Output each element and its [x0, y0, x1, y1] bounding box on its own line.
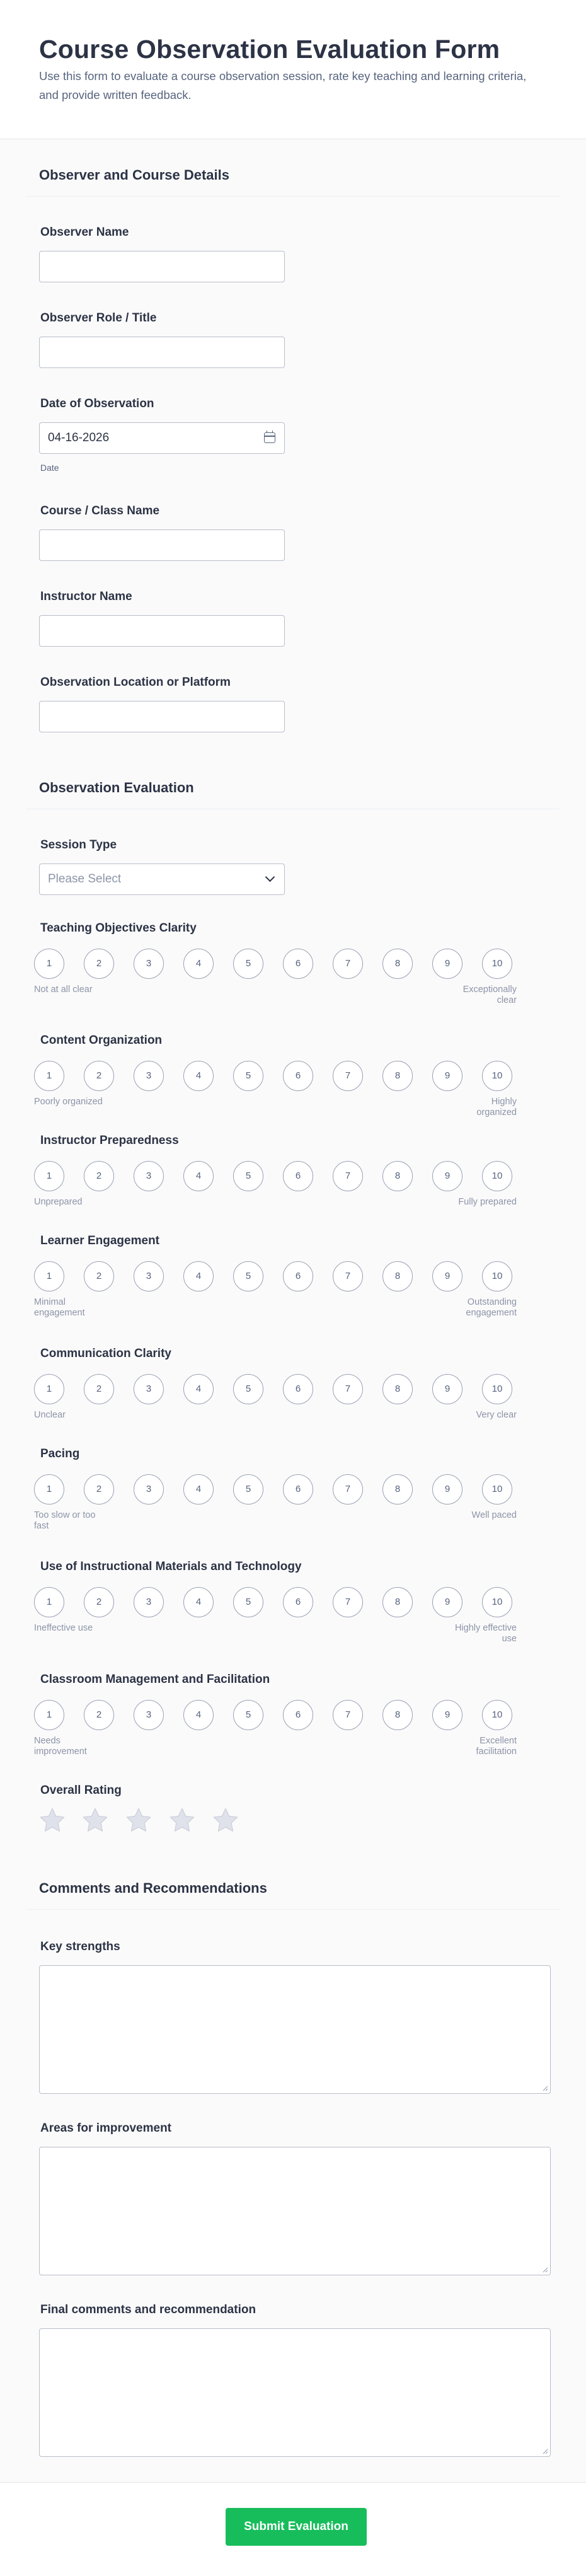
overall-rating-label: Overall Rating: [40, 1784, 122, 1797]
scale-option-6[interactable]: 6: [283, 1700, 313, 1730]
star-icon[interactable]: [168, 1806, 197, 1834]
session-type-label: Session Type: [40, 838, 117, 852]
location-input[interactable]: [39, 701, 285, 732]
scale-high-label: Excellent facilitation: [476, 1736, 517, 1757]
rating-scale-row: [34, 949, 519, 979]
scale-option-4[interactable]: 4: [183, 1261, 214, 1291]
star-icon[interactable]: [211, 1806, 240, 1834]
location-label: Observation Location or Platform: [40, 676, 231, 689]
scale-option-9[interactable]: 9: [432, 949, 462, 979]
scale-option-7[interactable]: 7: [333, 1261, 363, 1291]
date-sublabel: Date: [40, 463, 59, 473]
section-divider: [26, 1909, 560, 1910]
scale-option-9[interactable]: 9: [432, 1374, 462, 1404]
scale-label: Learner Engagement: [40, 1234, 159, 1247]
rating-scale-row: [34, 1587, 519, 1617]
observer-role-input[interactable]: [39, 337, 285, 368]
scale-option-9[interactable]: 9: [432, 1261, 462, 1291]
scale-option-5[interactable]: 5: [233, 1374, 263, 1404]
course-name-label: Course / Class Name: [40, 504, 160, 517]
scale-option-9[interactable]: 9: [432, 1587, 462, 1617]
scale-option-5[interactable]: 5: [233, 1700, 263, 1730]
scale-option-1[interactable]: 1: [34, 1474, 64, 1505]
scale-high-label: Highly organized: [476, 1097, 517, 1118]
scale-option-4[interactable]: 4: [183, 1700, 214, 1730]
scale-option-10[interactable]: 10: [482, 1587, 512, 1617]
scale-option-2[interactable]: 2: [84, 949, 114, 979]
scale-option-5[interactable]: 5: [233, 1587, 263, 1617]
scale-option-3[interactable]: 3: [134, 1061, 164, 1091]
scale-option-5[interactable]: 5: [233, 949, 263, 979]
scale-option-3[interactable]: 3: [134, 1587, 164, 1617]
final-comments-label: Final comments and recommendation: [40, 2303, 256, 2316]
scale-option-1[interactable]: 1: [34, 1061, 64, 1091]
scale-option-2[interactable]: 2: [84, 1261, 114, 1291]
scale-option-2[interactable]: 2: [84, 1061, 114, 1091]
scale-option-8[interactable]: 8: [382, 1161, 413, 1191]
scale-option-7[interactable]: 7: [333, 1587, 363, 1617]
scale-label: Communication Clarity: [40, 1347, 171, 1360]
scale-low-label: Ineffective use: [34, 1623, 93, 1633]
chevron-down-icon: [265, 872, 275, 882]
session-type-placeholder: Please Select: [48, 872, 122, 886]
scale-option-5[interactable]: 5: [233, 1061, 263, 1091]
scale-option-10[interactable]: 10: [482, 1474, 512, 1505]
scale-option-10[interactable]: 10: [482, 1161, 512, 1191]
star-icon[interactable]: [124, 1806, 153, 1834]
scale-option-4[interactable]: 4: [183, 1161, 214, 1191]
rating-scale-row: [34, 1161, 519, 1191]
scale-option-6[interactable]: 6: [283, 1587, 313, 1617]
scale-option-7[interactable]: 7: [333, 1474, 363, 1505]
observer-role-label: Observer Role / Title: [40, 311, 157, 325]
improvement-textarea[interactable]: [39, 2147, 551, 2275]
resize-grip-icon[interactable]: [542, 2448, 548, 2454]
scale-option-9[interactable]: 9: [432, 1474, 462, 1505]
scale-label: Pacing: [40, 1447, 80, 1460]
scale-option-5[interactable]: 5: [233, 1474, 263, 1505]
scale-option-6[interactable]: 6: [283, 1161, 313, 1191]
date-value: 04-16-2026: [48, 431, 110, 444]
scale-option-1[interactable]: 1: [34, 1374, 64, 1404]
scale-option-7[interactable]: 7: [333, 1374, 363, 1404]
instructor-name-label: Instructor Name: [40, 590, 132, 603]
scale-option-7[interactable]: 7: [333, 1161, 363, 1191]
form-subtitle: Use this form to evaluate a course observation session, rate key teaching and learning criteria, and provide written feedback.: [39, 69, 527, 101]
rating-scale-row: [34, 1374, 519, 1404]
scale-option-2[interactable]: 2: [84, 1700, 114, 1730]
calendar-icon[interactable]: [264, 432, 275, 443]
scale-option-7[interactable]: 7: [333, 1061, 363, 1091]
session-type-select[interactable]: [39, 863, 285, 895]
scale-option-3[interactable]: 3: [134, 1161, 164, 1191]
scale-high-label: Exceptionally clear: [462, 985, 517, 1005]
scale-option-2[interactable]: 2: [84, 1161, 114, 1191]
form-header: [0, 0, 586, 139]
scale-option-4[interactable]: 4: [183, 1374, 214, 1404]
scale-option-8[interactable]: 8: [382, 1374, 413, 1404]
scale-low-label: Not at all clear: [34, 985, 93, 995]
submit-button[interactable]: Submit Evaluation: [226, 2508, 367, 2546]
rating-scale-row: [34, 1474, 519, 1505]
scale-option-3[interactable]: 3: [134, 949, 164, 979]
scale-option-3[interactable]: 3: [134, 1474, 164, 1505]
section-heading-details: Observer and Course Details: [39, 167, 230, 183]
section-divider: [26, 196, 560, 197]
scale-option-1[interactable]: 1: [34, 1161, 64, 1191]
scale-label: Classroom Management and Facilitation: [40, 1673, 270, 1686]
rating-scale-row: [34, 1700, 519, 1730]
scale-high-label: Outstanding engagement: [466, 1297, 517, 1318]
scale-option-8[interactable]: 8: [382, 1061, 413, 1091]
strengths-label: Key strengths: [40, 1940, 120, 1953]
scale-option-1[interactable]: 1: [34, 949, 64, 979]
scale-option-6[interactable]: 6: [283, 1061, 313, 1091]
scale-option-1[interactable]: 1: [34, 1700, 64, 1730]
scale-option-8[interactable]: 8: [382, 949, 413, 979]
scale-low-label: Unprepared: [34, 1197, 83, 1207]
resize-grip-icon[interactable]: [542, 2267, 548, 2273]
scale-option-8[interactable]: 8: [382, 1261, 413, 1291]
scale-low-label: Minimal engagement: [34, 1297, 85, 1318]
scale-low-label: Poorly organized: [34, 1097, 103, 1107]
scale-option-6[interactable]: 6: [283, 949, 313, 979]
scale-option-10[interactable]: 10: [482, 1374, 512, 1404]
observer-name-input[interactable]: [39, 251, 285, 282]
scale-low-label: Unclear: [34, 1410, 66, 1420]
section-heading-comments: Comments and Recommendations: [39, 1880, 267, 1896]
resize-grip-icon[interactable]: [542, 2085, 548, 2091]
scale-high-label: Highly effective use: [454, 1623, 517, 1644]
scale-option-7[interactable]: 7: [333, 949, 363, 979]
scale-option-5[interactable]: 5: [233, 1161, 263, 1191]
form-title: Course Observation Evaluation Form: [39, 35, 500, 64]
scale-option-10[interactable]: 10: [482, 1261, 512, 1291]
scale-option-10[interactable]: 10: [482, 1700, 512, 1730]
scale-option-5[interactable]: 5: [233, 1261, 263, 1291]
scale-high-label: Very clear: [476, 1410, 517, 1420]
scale-low-label: Needs improvement: [34, 1736, 87, 1757]
scale-option-1[interactable]: 1: [34, 1261, 64, 1291]
scale-low-label: Too slow or too fast: [34, 1510, 96, 1531]
scale-option-8[interactable]: 8: [382, 1587, 413, 1617]
scale-label: Use of Instructional Materials and Technology: [40, 1560, 302, 1573]
scale-option-9[interactable]: 9: [432, 1161, 462, 1191]
scale-option-3[interactable]: 3: [134, 1261, 164, 1291]
strengths-textarea[interactable]: [39, 1965, 551, 2094]
form-footer: [0, 2482, 586, 2576]
scale-option-1[interactable]: 1: [34, 1587, 64, 1617]
course-name-input[interactable]: [39, 529, 285, 561]
date-label: Date of Observation: [40, 397, 154, 410]
scale-option-3[interactable]: 3: [134, 1374, 164, 1404]
rating-scale-row: [34, 1061, 519, 1091]
scale-option-4[interactable]: 4: [183, 949, 214, 979]
scale-option-9[interactable]: 9: [432, 1061, 462, 1091]
scale-option-4[interactable]: 4: [183, 1474, 214, 1505]
improvement-label: Areas for improvement: [40, 2122, 172, 2135]
scale-high-label: Fully prepared: [458, 1197, 517, 1207]
scale-option-8[interactable]: 8: [382, 1474, 413, 1505]
scale-option-8[interactable]: 8: [382, 1700, 413, 1730]
observer-name-label: Observer Name: [40, 226, 129, 239]
scale-option-10[interactable]: 10: [482, 949, 512, 979]
instructor-name-input[interactable]: [39, 615, 285, 647]
scale-option-9[interactable]: 9: [432, 1700, 462, 1730]
scale-option-2[interactable]: 2: [84, 1587, 114, 1617]
scale-option-6[interactable]: 6: [283, 1374, 313, 1404]
final-comments-textarea[interactable]: [39, 2328, 551, 2457]
section-heading-evaluation: Observation Evaluation: [39, 780, 194, 795]
scale-high-label: Well paced: [471, 1510, 517, 1520]
scale-option-2[interactable]: 2: [84, 1374, 114, 1404]
scale-option-7[interactable]: 7: [333, 1700, 363, 1730]
scale-option-4[interactable]: 4: [183, 1061, 214, 1091]
scale-option-4[interactable]: 4: [183, 1587, 214, 1617]
scale-label: Teaching Objectives Clarity: [40, 921, 197, 935]
scale-option-3[interactable]: 3: [134, 1700, 164, 1730]
scale-option-2[interactable]: 2: [84, 1474, 114, 1505]
scale-option-6[interactable]: 6: [283, 1261, 313, 1291]
scale-option-6[interactable]: 6: [283, 1474, 313, 1505]
scale-label: Instructor Preparedness: [40, 1134, 179, 1147]
scale-label: Content Organization: [40, 1034, 163, 1047]
rating-scale-row: [34, 1261, 519, 1291]
scale-option-10[interactable]: 10: [482, 1061, 512, 1091]
star-icon[interactable]: [38, 1806, 67, 1834]
star-icon[interactable]: [81, 1806, 110, 1834]
date-input[interactable]: [39, 422, 285, 454]
